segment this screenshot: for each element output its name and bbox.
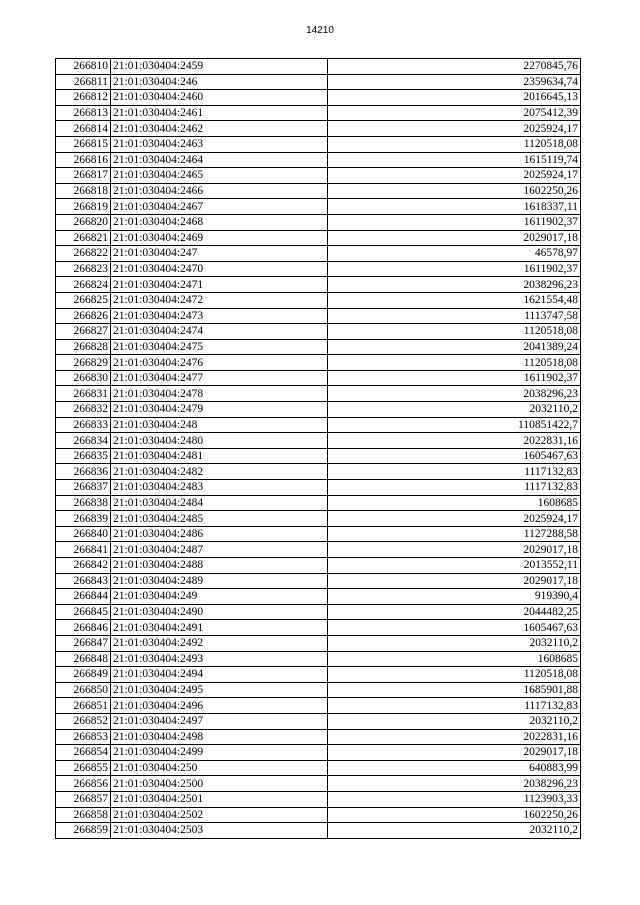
- table-row: [56, 791, 581, 807]
- table-row: [56, 604, 581, 620]
- row-number-cell: 266855: [56, 760, 111, 776]
- row-number-cell: 266813: [56, 105, 111, 121]
- row-number-cell: 266827: [56, 324, 111, 340]
- cadastral-value-cell: 1117132,83: [328, 464, 581, 480]
- cadastral-value-cell: 1120518,08: [328, 355, 581, 371]
- table-row: [56, 308, 581, 324]
- cadastral-number-cell: 21:01:030404:2501: [111, 791, 328, 807]
- row-number-cell: 266837: [56, 480, 111, 496]
- cadastral-number-cell: 21:01:030404:2469: [111, 230, 328, 246]
- cadastral-number-cell: 21:01:030404:2488: [111, 558, 328, 574]
- row-number-cell: 266850: [56, 682, 111, 698]
- cadastral-number-cell: 21:01:030404:2502: [111, 807, 328, 823]
- table-row: [56, 199, 581, 215]
- row-number-cell: 266832: [56, 402, 111, 418]
- cadastral-number-cell: 21:01:030404:2472: [111, 292, 328, 308]
- cadastral-value-cell: 1608685: [328, 495, 581, 511]
- cadastral-number-cell: 21:01:030404:2497: [111, 713, 328, 729]
- table-row: [56, 370, 581, 386]
- row-number-cell: 266849: [56, 667, 111, 683]
- cadastral-number-cell: 21:01:030404:2465: [111, 168, 328, 184]
- row-number-cell: 266843: [56, 573, 111, 589]
- cadastral-number-cell: 21:01:030404:2460: [111, 90, 328, 106]
- cadastral-number-cell: 21:01:030404:2478: [111, 386, 328, 402]
- table-row: [56, 698, 581, 714]
- row-number-cell: 266852: [56, 713, 111, 729]
- table-row: [56, 417, 581, 433]
- row-number-cell: 266816: [56, 152, 111, 168]
- cadastral-value-cell: 2029017,18: [328, 230, 581, 246]
- table-body: [56, 59, 581, 839]
- cadastral-number-cell: 21:01:030404:2463: [111, 136, 328, 152]
- cadastral-value-cell: 2016645,13: [328, 90, 581, 106]
- cadastral-number-cell: 21:01:030404:249: [111, 589, 328, 605]
- row-number-cell: 266838: [56, 495, 111, 511]
- cadastral-number-cell: 21:01:030404:2464: [111, 152, 328, 168]
- row-number-cell: 266856: [56, 776, 111, 792]
- cadastral-value-cell: 2025924,17: [328, 121, 581, 137]
- row-number-cell: 266851: [56, 698, 111, 714]
- cadastral-number-cell: 21:01:030404:2489: [111, 573, 328, 589]
- table-row: [56, 386, 581, 402]
- table-row: [56, 776, 581, 792]
- table-row: [56, 542, 581, 558]
- table-row: [56, 339, 581, 355]
- row-number-cell: 266829: [56, 355, 111, 371]
- row-number-cell: 266835: [56, 448, 111, 464]
- row-number-cell: 266817: [56, 168, 111, 184]
- table-row: [56, 59, 581, 75]
- cadastral-number-cell: 21:01:030404:2467: [111, 199, 328, 215]
- cadastral-number-cell: 21:01:030404:248: [111, 417, 328, 433]
- cadastral-number-cell: 21:01:030404:2477: [111, 370, 328, 386]
- cadastral-value-cell: 2038296,23: [328, 277, 581, 293]
- cadastral-number-cell: 21:01:030404:2498: [111, 729, 328, 745]
- cadastral-number-cell: 21:01:030404:2473: [111, 308, 328, 324]
- cadastral-value-cell: 1605467,63: [328, 620, 581, 636]
- table-row: [56, 105, 581, 121]
- cadastral-number-cell: 21:01:030404:2503: [111, 823, 328, 839]
- table-row: [56, 183, 581, 199]
- cadastral-number-cell: 21:01:030404:2491: [111, 620, 328, 636]
- table-row: [56, 807, 581, 823]
- cadastral-value-cell: 1113747,58: [328, 308, 581, 324]
- cadastral-value-cell: 2038296,23: [328, 776, 581, 792]
- table-row: [56, 760, 581, 776]
- row-number-cell: 266836: [56, 464, 111, 480]
- row-number-cell: 266839: [56, 511, 111, 527]
- cadastral-value-cell: 1615119,74: [328, 152, 581, 168]
- cadastral-value-cell: 1127288,58: [328, 526, 581, 542]
- cadastral-value-cell: 640883,99: [328, 760, 581, 776]
- cadastral-number-cell: 21:01:030404:2475: [111, 339, 328, 355]
- cadastral-value-cell: 2022831,16: [328, 433, 581, 449]
- row-number-cell: 266846: [56, 620, 111, 636]
- table-row: [56, 682, 581, 698]
- cadastral-number-cell: 21:01:030404:2484: [111, 495, 328, 511]
- cadastral-number-cell: 21:01:030404:2492: [111, 635, 328, 651]
- row-number-cell: 266831: [56, 386, 111, 402]
- cadastral-value-cell: 1123903,33: [328, 791, 581, 807]
- row-number-cell: 266844: [56, 589, 111, 605]
- cadastral-number-cell: 21:01:030404:2490: [111, 604, 328, 620]
- cadastral-value-cell: 2032110,2: [328, 823, 581, 839]
- table-row: [56, 480, 581, 496]
- row-number-cell: 266821: [56, 230, 111, 246]
- cadastral-number-cell: 21:01:030404:247: [111, 246, 328, 262]
- cadastral-number-cell: 21:01:030404:2459: [111, 59, 328, 75]
- cadastral-value-cell: 1120518,08: [328, 324, 581, 340]
- cadastral-value-cell: 1117132,83: [328, 480, 581, 496]
- cadastral-value-cell: 110851422,7: [328, 417, 581, 433]
- table-row: [56, 620, 581, 636]
- table-row: [56, 464, 581, 480]
- table-row: [56, 74, 581, 90]
- cadastral-value-cell: 1120518,08: [328, 667, 581, 683]
- cadastral-number-cell: 21:01:030404:250: [111, 760, 328, 776]
- row-number-cell: 266854: [56, 745, 111, 761]
- cadastral-number-cell: 21:01:030404:2494: [111, 667, 328, 683]
- page-number: 14210: [306, 25, 334, 36]
- cadastral-value-cell: 1611902,37: [328, 214, 581, 230]
- row-number-cell: 266848: [56, 651, 111, 667]
- row-number-cell: 266815: [56, 136, 111, 152]
- table-row: [56, 121, 581, 137]
- cadastral-number-cell: 21:01:030404:2487: [111, 542, 328, 558]
- row-number-cell: 266858: [56, 807, 111, 823]
- table-row: [56, 589, 581, 605]
- table-row: [56, 324, 581, 340]
- table-row: [56, 261, 581, 277]
- row-number-cell: 266828: [56, 339, 111, 355]
- cadastral-value-cell: 2044482,25: [328, 604, 581, 620]
- cadastral-value-cell: 2032110,2: [328, 635, 581, 651]
- cadastral-number-cell: 21:01:030404:2474: [111, 324, 328, 340]
- table-row: [56, 526, 581, 542]
- cadastral-value-cell: 2270845,76: [328, 59, 581, 75]
- cadastral-number-cell: 21:01:030404:2471: [111, 277, 328, 293]
- cadastral-value-cell: 2038296,23: [328, 386, 581, 402]
- cadastral-number-cell: 21:01:030404:2470: [111, 261, 328, 277]
- table-row: [56, 667, 581, 683]
- row-number-cell: 266834: [56, 433, 111, 449]
- row-number-cell: 266820: [56, 214, 111, 230]
- table-row: [56, 355, 581, 371]
- cadastral-number-cell: 21:01:030404:246: [111, 74, 328, 90]
- cadastral-value-cell: 46578,97: [328, 246, 581, 262]
- cadastral-value-cell: 1602250,26: [328, 183, 581, 199]
- cadastral-value-cell: 1120518,08: [328, 136, 581, 152]
- cadastral-value-cell: 2032110,2: [328, 713, 581, 729]
- table-row: [56, 511, 581, 527]
- row-number-cell: 266814: [56, 121, 111, 137]
- table-row: [56, 495, 581, 511]
- cadastral-value-cell: 1618337,11: [328, 199, 581, 215]
- row-number-cell: 266818: [56, 183, 111, 199]
- row-number-cell: 266826: [56, 308, 111, 324]
- table-row: [56, 635, 581, 651]
- cadastral-value-cell: 1602250,26: [328, 807, 581, 823]
- row-number-cell: 266859: [56, 823, 111, 839]
- table-row: [56, 745, 581, 761]
- table-row: [56, 277, 581, 293]
- cadastral-value-cell: 1621554,48: [328, 292, 581, 308]
- cadastral-number-cell: 21:01:030404:2485: [111, 511, 328, 527]
- cadastral-value-cell: 1608685: [328, 651, 581, 667]
- row-number-cell: 266845: [56, 604, 111, 620]
- row-number-cell: 266812: [56, 90, 111, 106]
- cadastral-number-cell: 21:01:030404:2479: [111, 402, 328, 418]
- row-number-cell: 266840: [56, 526, 111, 542]
- row-number-cell: 266819: [56, 199, 111, 215]
- row-number-cell: 266841: [56, 542, 111, 558]
- cadastral-number-cell: 21:01:030404:2461: [111, 105, 328, 121]
- cadastral-value-cell: 2075412,39: [328, 105, 581, 121]
- table-row: [56, 402, 581, 418]
- table-row: [56, 152, 581, 168]
- cadastral-number-cell: 21:01:030404:2500: [111, 776, 328, 792]
- table-row: [56, 168, 581, 184]
- cadastral-value-cell: 1685901,88: [328, 682, 581, 698]
- row-number-cell: 266833: [56, 417, 111, 433]
- cadastral-value-cell: 1605467,63: [328, 448, 581, 464]
- row-number-cell: 266847: [56, 635, 111, 651]
- row-number-cell: 266842: [56, 558, 111, 574]
- cadastral-value-cell: 2359634,74: [328, 74, 581, 90]
- cadastral-value-cell: 2029017,18: [328, 573, 581, 589]
- cadastral-value-cell: 1117132,83: [328, 698, 581, 714]
- cadastral-number-cell: 21:01:030404:2480: [111, 433, 328, 449]
- table-row: [56, 292, 581, 308]
- cadastral-number-cell: 21:01:030404:2481: [111, 448, 328, 464]
- cadastral-number-cell: 21:01:030404:2483: [111, 480, 328, 496]
- table-row: [56, 230, 581, 246]
- cadastral-number-cell: 21:01:030404:2486: [111, 526, 328, 542]
- cadastral-number-cell: 21:01:030404:2466: [111, 183, 328, 199]
- table-row: [56, 823, 581, 839]
- cadastral-number-cell: 21:01:030404:2493: [111, 651, 328, 667]
- cadastral-value-cell: 1611902,37: [328, 370, 581, 386]
- cadastral-number-cell: 21:01:030404:2499: [111, 745, 328, 761]
- cadastral-number-cell: 21:01:030404:2495: [111, 682, 328, 698]
- cadastral-value-cell: 2013552,11: [328, 558, 581, 574]
- table-row: [56, 573, 581, 589]
- cadastral-value-cell: 919390,4: [328, 589, 581, 605]
- table-row: [56, 433, 581, 449]
- table-row: [56, 136, 581, 152]
- cadastral-value-cell: 2025924,17: [328, 511, 581, 527]
- cadastral-value-table: [55, 58, 581, 839]
- table-row: [56, 651, 581, 667]
- row-number-cell: 266825: [56, 292, 111, 308]
- table-row: [56, 90, 581, 106]
- cadastral-value-cell: 2025924,17: [328, 168, 581, 184]
- cadastral-number-cell: 21:01:030404:2476: [111, 355, 328, 371]
- table-row: [56, 246, 581, 262]
- table-row: [56, 713, 581, 729]
- table-row: [56, 729, 581, 745]
- row-number-cell: 266824: [56, 277, 111, 293]
- row-number-cell: 266810: [56, 59, 111, 75]
- row-number-cell: 266830: [56, 370, 111, 386]
- cadastral-value-cell: 1611902,37: [328, 261, 581, 277]
- row-number-cell: 266822: [56, 246, 111, 262]
- cadastral-value-cell: 2032110,2: [328, 402, 581, 418]
- table-row: [56, 558, 581, 574]
- table-row: [56, 214, 581, 230]
- cadastral-value-cell: 2029017,18: [328, 542, 581, 558]
- cadastral-number-cell: 21:01:030404:2468: [111, 214, 328, 230]
- cadastral-value-cell: 2022831,16: [328, 729, 581, 745]
- cadastral-number-cell: 21:01:030404:2462: [111, 121, 328, 137]
- cadastral-number-cell: 21:01:030404:2496: [111, 698, 328, 714]
- table-row: [56, 448, 581, 464]
- row-number-cell: 266857: [56, 791, 111, 807]
- cadastral-number-cell: 21:01:030404:2482: [111, 464, 328, 480]
- row-number-cell: 266811: [56, 74, 111, 90]
- cadastral-value-cell: 2041389,24: [328, 339, 581, 355]
- cadastral-value-cell: 2029017,18: [328, 745, 581, 761]
- row-number-cell: 266823: [56, 261, 111, 277]
- row-number-cell: 266853: [56, 729, 111, 745]
